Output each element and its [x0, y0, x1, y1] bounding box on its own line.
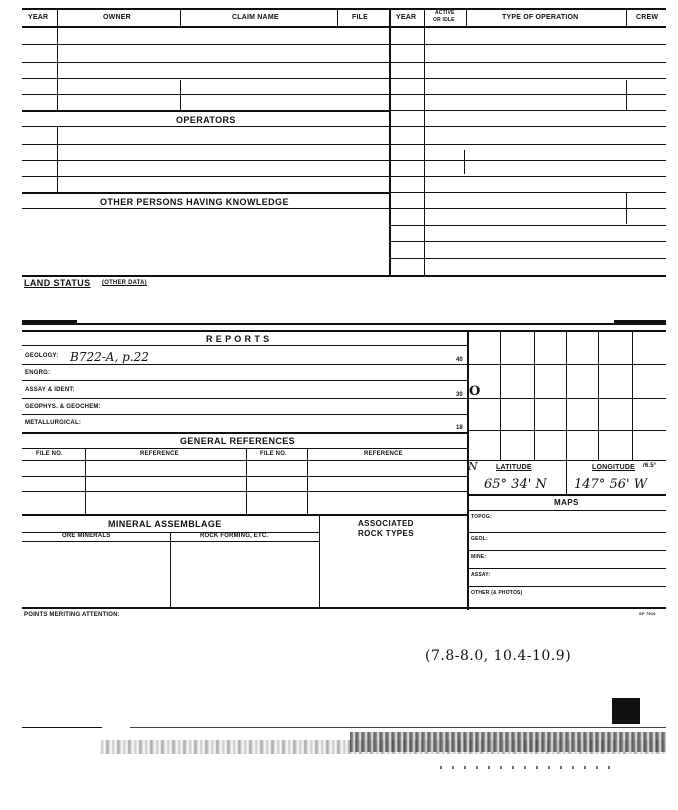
report-label-geophys: GEOPHYS. & GEOCHEM: [25, 404, 101, 410]
header-crew: CREW [636, 14, 659, 21]
points-meriting-attention: POINTS MERITING ATTENTION: [24, 612, 120, 618]
header-or-idle: OR IDLE [433, 17, 455, 23]
ref-header-reference-1: REFERENCE [140, 451, 179, 457]
header-claim-name: CLAIM NAME [232, 14, 279, 21]
north-mark: N [468, 460, 478, 473]
maps-other: OTHER (& PHOTOS) [471, 590, 523, 596]
ref-header-file-no-1: FILE NO. [36, 451, 63, 457]
land-status-label: LAND STATUS [24, 278, 91, 288]
maps-geol: GEOL: [471, 536, 488, 542]
reports-title: R E P O R T S [206, 334, 270, 344]
maps-topog: TOPOG: [471, 514, 492, 520]
report-num-assay: 30 [456, 392, 463, 398]
report-label-assay: ASSAY & IDENT: [25, 387, 75, 393]
general-references-title: GENERAL REFERENCES [180, 436, 296, 446]
associated-rock-types-1: ASSOCIATED [358, 519, 414, 528]
report-num-geology: 40 [456, 357, 463, 363]
form-id: SP 7910 [639, 611, 656, 616]
ref-header-file-no-2: FILE NO. [260, 451, 287, 457]
operators-label: OPERATORS [176, 115, 236, 125]
report-label-engrg: ENGRG: [25, 370, 51, 376]
report-num-metallurgical: 18 [456, 425, 463, 431]
latitude-label: LATITUDE [496, 464, 532, 471]
handwritten-note: (7.8-8.0, 10.4-10.9) [425, 648, 572, 664]
header-year: YEAR [28, 14, 49, 21]
header-year-2: YEAR [396, 14, 417, 21]
ref-header-reference-2: REFERENCE [364, 451, 403, 457]
other-persons-label: OTHER PERSONS HAVING KNOWLEDGE [100, 197, 289, 207]
longitude-note: /6.5° [643, 463, 657, 469]
circle-mark: O [469, 384, 481, 399]
header-owner: OWNER [103, 14, 131, 21]
longitude-label: LONGITUDE [592, 464, 636, 471]
header-file: FILE [352, 14, 368, 21]
report-value-geology: B722-A, p.22 [70, 350, 149, 364]
associated-rock-types-2: ROCK TYPES [358, 529, 415, 538]
header-type-of-operation: TYPE OF OPERATION [502, 14, 579, 21]
latitude-value: 65° 34' N [484, 477, 547, 492]
longitude-value: 147° 56' W [574, 477, 648, 492]
maps-title: MAPS [554, 498, 579, 507]
maps-mine: MINE: [471, 554, 487, 560]
report-label-metallurgical: METALLURGICAL: [25, 420, 82, 426]
land-status-sublabel: (OTHER DATA) [102, 280, 147, 286]
mineral-assemblage-title: MINERAL ASSEMBLAGE [108, 519, 222, 529]
ore-minerals-label: ORE MINERALS [62, 533, 111, 539]
rock-forming-label: ROCK FORMING, ETC. [200, 533, 269, 539]
report-label-geology: GEOLOGY: [25, 353, 59, 359]
header-active: ACTIVE [435, 10, 455, 16]
maps-assay: ASSAY: [471, 572, 491, 578]
